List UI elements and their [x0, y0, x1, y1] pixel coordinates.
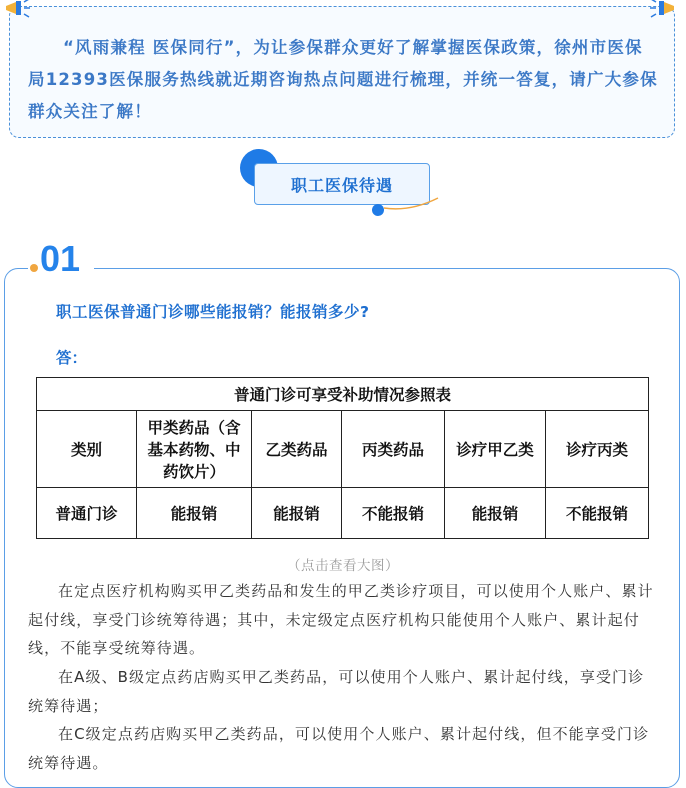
paragraph-text: 在C级定点药店购买甲乙类药品，可以使用个人账户、累计起付线，但不能享受门诊统筹待遇。: [28, 725, 650, 772]
section-title-label: 职工医保待遇: [290, 175, 393, 195]
item-number: 01: [40, 238, 81, 279]
paragraph: [28, 663, 654, 720]
table-cell: 不能报销: [342, 488, 445, 539]
table-header-cell: 诊疗丙类: [546, 411, 649, 488]
intro-text: [28, 32, 658, 128]
table-header-cell: 丙类药品: [342, 411, 445, 488]
number-dot: [30, 264, 38, 272]
table-cell: 能报销: [445, 488, 546, 539]
table-cell: 能报销: [137, 488, 252, 539]
reference-table[interactable]: [36, 377, 649, 539]
intro-text-content: “风雨兼程 医保同行”，为让参保群众更好了解掌握医保政策，徐州市医保局12393医保服务热线就近期咨询热点问题进行梳理，并统一答复，请广大参保群众关注了解！: [28, 38, 658, 121]
paragraph-text: 在A级、B级定点药店购买甲乙类药品，可以使用个人账户、累计起付线，享受门诊统筹待遇；: [28, 668, 645, 715]
table-row: [37, 488, 649, 539]
table-title: 普通门诊可享受补助情况参照表: [37, 378, 649, 411]
table-header-cell: 乙类药品: [252, 411, 342, 488]
table-cell: 不能报销: [546, 488, 649, 539]
table-header-row: [37, 411, 649, 488]
badge-decor-curve: [382, 196, 440, 212]
question-text: 职工医保普通门诊哪些能报销？能报销多少?: [56, 303, 370, 321]
megaphone-icon: [2, 0, 32, 20]
paragraph: [28, 577, 654, 663]
table-header-cell: 甲类药品（含基本药物、中药饮片）: [137, 411, 252, 488]
table-cell: 能报销: [252, 488, 342, 539]
view-large-image-link[interactable]: （点击查看大图）: [287, 558, 399, 574]
megaphone-icon: [648, 0, 678, 20]
paragraph: [28, 720, 654, 777]
table-header-cell: 诊疗甲乙类: [445, 411, 546, 488]
table-cell: 普通门诊: [37, 488, 137, 539]
table-header-cell: 类别: [37, 411, 137, 488]
answer-label: 答：: [56, 349, 88, 367]
paragraph-text: 在定点医疗机构购买甲乙类药品和发生的甲乙类诊疗项目，可以使用个人账户、累计起付线，享受门诊统筹待遇；其中，未定级定点医疗机构只能使用个人账户、累计起付线，不能享受统筹待遇。: [28, 582, 654, 657]
